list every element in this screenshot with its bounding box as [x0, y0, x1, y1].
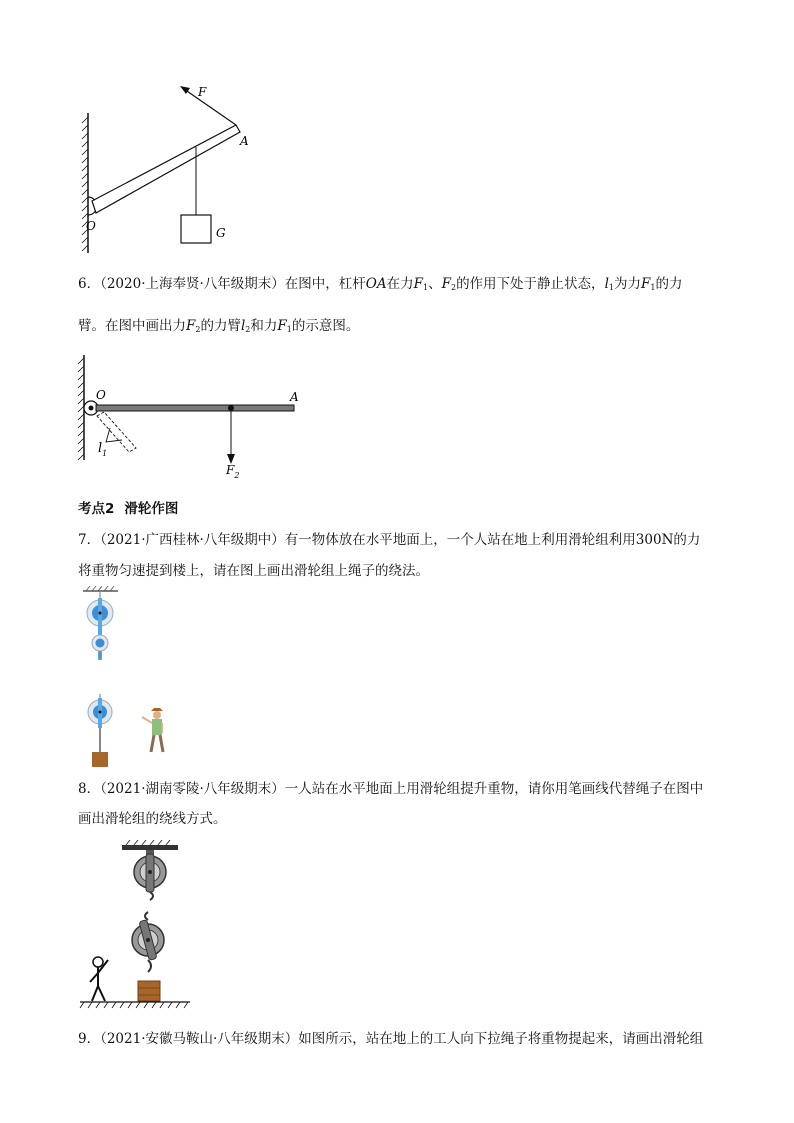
end-label-a-2: A	[290, 390, 299, 404]
question-6-line-2: 臂。在图中画出力$F_2$的力臂$l_2$和力$F_1$的示意图。	[78, 318, 360, 334]
question-7-line-2: 将重物匀速提到楼上，请在图上画出滑轮组上绳子的绕法。	[78, 563, 429, 579]
force-label-f2: $F_2$	[226, 463, 240, 480]
lever-figure-1	[70, 75, 270, 260]
question-8-line-2: 画出滑轮组的绕线方式。	[78, 811, 227, 827]
arm-label-l1: $l_1$	[98, 441, 108, 458]
pulley-figure-4	[78, 840, 208, 1012]
question-6-line-1: 6．（2020·上海奉贤·八年级期末）在图中，杠杆OA在力$F_1$、$F_2$的作用下处于静止状态，$l_1$为力$F_1$的力	[78, 276, 683, 292]
force-label-f: F	[198, 85, 207, 99]
question-8-line-1: 8．（2021·湖南零陵·八年级期末）一人站在水平地面上用滑轮组提升重物，请你用笔画线代替绳子在图中	[78, 781, 704, 797]
lever-figure-2	[70, 350, 320, 485]
question-9-line-1: 9．（2021·安徽马鞍山·八年级期末）如图所示，站在地上的工人向下拉绳子将重物提起来，请画出滑轮组	[78, 1031, 704, 1047]
end-label-a: A	[240, 134, 249, 148]
question-7-line-1: 7．（2021·广西桂林·八年级期中）有一物体放在水平地面上，一个人站在地上利用滑轮组利用300N的力	[78, 532, 701, 548]
pulley-figure-3	[78, 586, 188, 771]
weight-label-g: G	[216, 226, 226, 240]
pivot-label-o-2: O	[96, 388, 106, 402]
section-heading: 考点2 滑轮作图	[78, 501, 179, 517]
pivot-label-o: O	[86, 219, 96, 233]
